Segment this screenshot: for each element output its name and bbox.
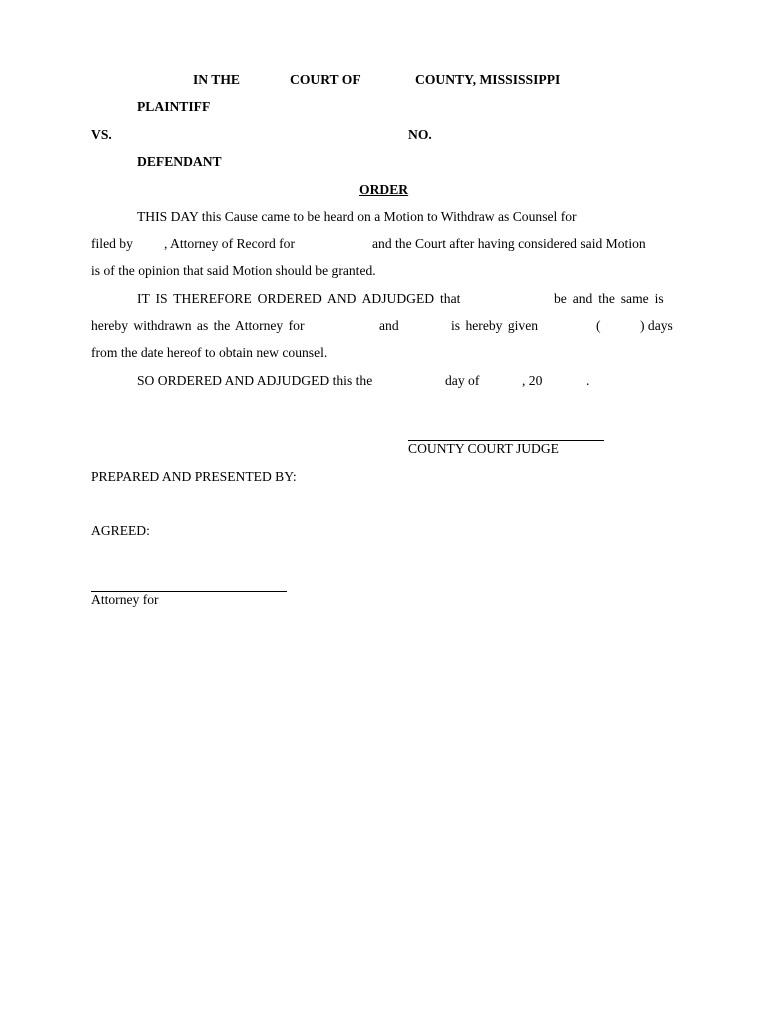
- para2-line2e: ) days: [640, 318, 673, 333]
- caption-county: COUNTY, MISSISSIPPI: [415, 72, 561, 87]
- attorney-for-label: Attorney for: [91, 592, 159, 607]
- para1-line3: is of the opinion that said Motion should be granted.: [91, 263, 376, 278]
- para3-c: , 20: [522, 373, 543, 388]
- para2-line1a: IT IS THEREFORE ORDERED AND ADJUDGED that: [137, 291, 461, 306]
- para3-d: .: [586, 373, 590, 388]
- para3-a: SO ORDERED AND ADJUDGED this the: [137, 373, 373, 388]
- para2-line2d: (: [596, 318, 601, 333]
- prepared-label: PREPARED AND PRESENTED BY:: [91, 469, 297, 484]
- caption-in-the: IN THE: [193, 72, 240, 87]
- para1-line2a: filed by: [91, 236, 133, 251]
- defendant-label: DEFENDANT: [137, 154, 222, 169]
- caption-court-of: COURT OF: [290, 72, 361, 87]
- para2-line1b: be and the same is: [554, 291, 664, 306]
- order-title: ORDER: [359, 182, 409, 197]
- agreed-label: AGREED:: [91, 523, 150, 538]
- vs-label: VS.: [91, 127, 112, 142]
- case-number-label: NO.: [408, 127, 432, 142]
- para2-line2b: and: [379, 318, 399, 333]
- para1-line2c: and the Court after having considered said Motion: [372, 236, 646, 251]
- para1-line2b: , Attorney of Record for: [164, 236, 295, 251]
- para2-line2a: hereby withdrawn as the Attorney for: [91, 318, 305, 333]
- judge-label: COUNTY COURT JUDGE: [408, 441, 559, 456]
- para1-line1: THIS DAY this Cause came to be heard on a Motion to Withdraw as Counsel for: [137, 209, 577, 224]
- para2-line2c: is hereby given: [451, 318, 539, 333]
- para2-line3: from the date hereof to obtain new counsel.: [91, 345, 328, 360]
- para3-b: day of: [445, 373, 480, 388]
- plaintiff-label: PLAINTIFF: [137, 99, 211, 114]
